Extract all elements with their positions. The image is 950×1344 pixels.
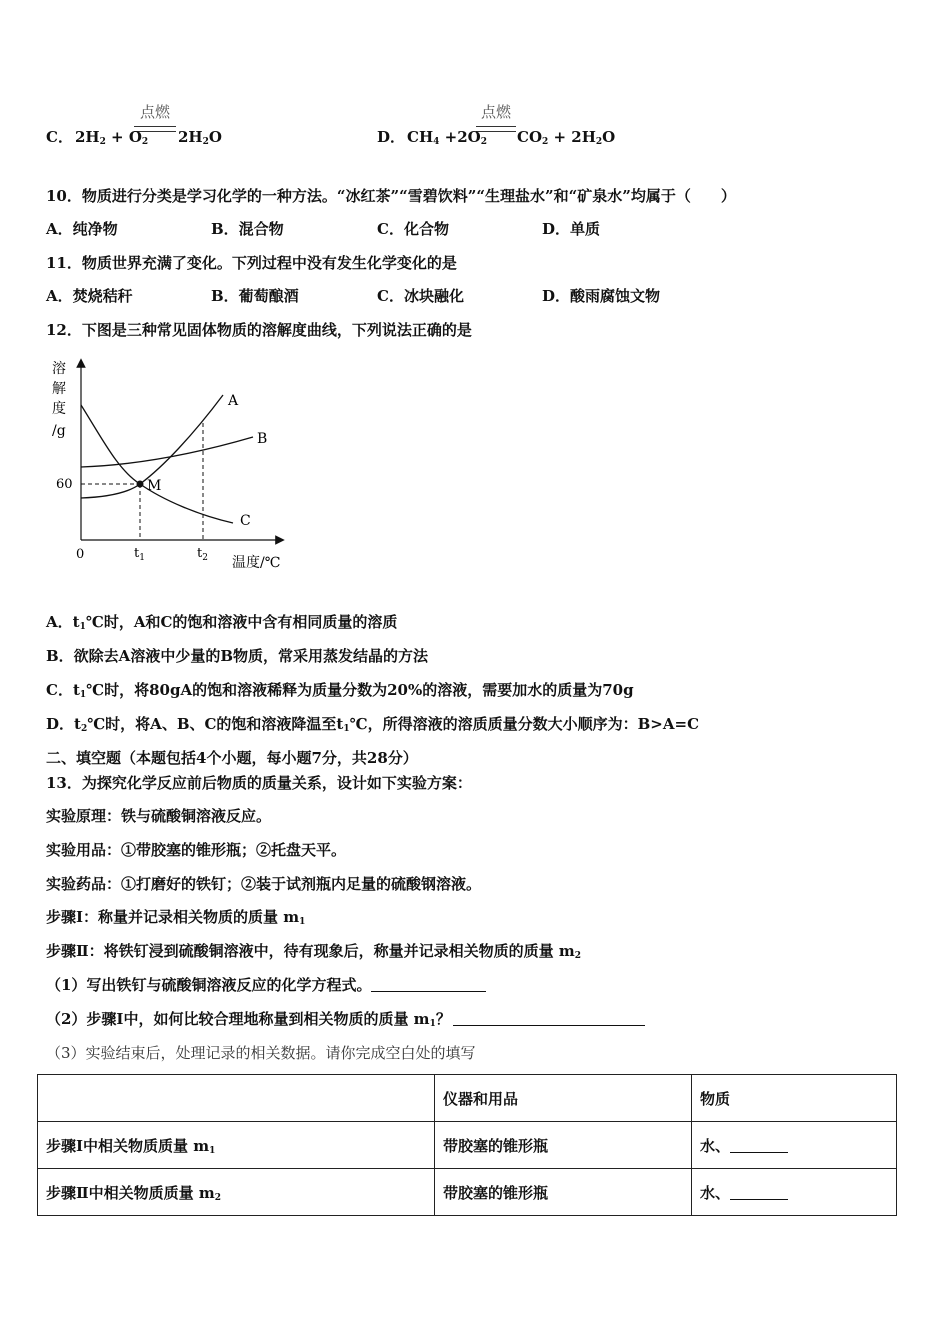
x-tick-t1: $t_1$ (134, 546, 145, 563)
y-label-char-4: /g (52, 423, 66, 439)
table-header-cell: 仪器和用品 (435, 1075, 692, 1122)
q11-option-d: D．酸雨腐蚀文物 (542, 287, 661, 305)
data-table (37, 1074, 897, 1216)
q11-option-a: A．焚烧秸秆 (46, 287, 133, 305)
x-origin: 0 (76, 547, 85, 562)
curve-b (81, 437, 253, 467)
y-label-char-3: 度 (52, 401, 66, 417)
solubility-curve-graph (48, 355, 298, 575)
x-tick-t2: $t_2$ (197, 546, 208, 563)
y-label-char-1: 溶 (52, 361, 66, 377)
q12-option-d: D．$t_2℃$时，将A、B、C的饱和溶液降温至$t_1℃$，所得溶液的溶质质量分数大小顺序为：B>A=C (46, 715, 700, 734)
q10-option-c: C．化合物 (377, 220, 449, 238)
table-cell-substance: 水、 (692, 1169, 897, 1216)
q9-option-c-product: $2H_2O$ (178, 128, 222, 147)
q9-option-d-product: $CO_2 + 2H_2O$ (517, 128, 616, 147)
q10-option-d: D．单质 (542, 220, 601, 238)
table-cell-substance: 水、 (692, 1122, 897, 1169)
q13-principle: 实验原理：铁与硫酸铜溶液反应。 (46, 807, 272, 825)
q9-option-d: D． $CH_4 +2O_2$ (377, 128, 487, 147)
y-label-char-2: 解 (52, 381, 66, 397)
q11-stem: 11．物质世界充满了变化。下列过程中没有发生化学变化的是 (46, 254, 457, 272)
answer-blank-equation[interactable] (371, 977, 486, 992)
q9-option-c: C． $2H_2 + O_2$ (46, 128, 149, 147)
answer-blank-substance-2[interactable] (730, 1185, 788, 1200)
table-cell-step: 步骤Ⅰ中相关物质质量 $m_1$ (38, 1122, 435, 1169)
label-b: B (257, 431, 268, 447)
table-cell-step: 步骤Ⅱ中相关物质质量 $m_2$ (38, 1169, 435, 1216)
q13-sub3: （3）实验结束后，处理记录的相关数据。请你完成空白处的填写 (46, 1044, 476, 1062)
section-2-title: 二、填空题（本题包括4个小题，每小题7分，共28分） (46, 749, 418, 767)
q11-option-b: B．葡萄酿酒 (211, 287, 299, 305)
table-header-cell (38, 1075, 435, 1122)
intersection-point-m (137, 481, 144, 488)
table-header-cell: 物质 (692, 1075, 897, 1122)
y-tick-60: 60 (56, 477, 73, 492)
x-axis-label: 温度/℃ (232, 555, 281, 571)
ignite-condition-d: 点燃 (480, 103, 511, 121)
answer-blank-weighing[interactable] (453, 1011, 645, 1026)
q13-stem: 13．为探究化学反应前后物质的质量关系，设计如下实验方案： (46, 774, 472, 792)
label-a: A (228, 393, 239, 409)
table-cell-equipment: 带胶塞的锥形瓶 (435, 1169, 692, 1216)
q10-option-b: B．混合物 (211, 220, 284, 238)
table-header-row (38, 1075, 897, 1122)
label-c: C (240, 513, 251, 529)
curve-c (81, 405, 233, 523)
table-row (38, 1169, 897, 1216)
q13-step1: 步骤Ⅰ：称量并记录相关物质的质量 $m_1$ (46, 908, 306, 927)
table-row (38, 1122, 897, 1169)
q12-option-a: A．$t_1℃$时，A和C的饱和溶液中含有相同质量的溶质 (46, 613, 398, 632)
q12-option-c: C．$t_1℃$时，将80gA的饱和溶液稀释为质量分数为20%的溶液，需要加水的质量为70g (46, 681, 634, 700)
table-cell-equipment: 带胶塞的锥形瓶 (435, 1122, 692, 1169)
q12-stem: 12．下图是三种常见固体物质的溶解度曲线，下列说法正确的是 (46, 321, 472, 339)
q13-step2: 步骤Ⅱ：将铁钉浸到硫酸铜溶液中，待有现象后，称量并记录相关物质的质量 $m_2$ (46, 942, 582, 961)
label-m: M (147, 478, 162, 494)
q10-stem: 10．物质进行分类是学习化学的一种方法。“冰红茶”“雪碧饮料”“生理盐水”和“矿泉水”均属于（ ） (46, 187, 736, 205)
q13-sub2: （2）步骤Ⅰ中，如何比较合理地称量到相关物质的质量 $m_1$？ (46, 1009, 645, 1034)
ignite-condition-c: 点燃 (139, 103, 170, 121)
q12-option-b: B．欲除去A溶液中少量的B物质，常采用蒸发结晶的方法 (46, 647, 428, 665)
q13-equipment: 实验用品：①带胶塞的锥形瓶；②托盘天平。 (46, 841, 347, 859)
q11-option-c: C．冰块融化 (377, 287, 464, 305)
answer-blank-substance-1[interactable] (730, 1138, 788, 1153)
q10-option-a: A．纯净物 (46, 220, 118, 238)
q13-sub1: （1）写出铁钉与硫酸铜溶液反应的化学方程式。 (46, 975, 486, 995)
q13-reagents: 实验药品：①打磨好的铁钉；②装于试剂瓶内足量的硫酸钢溶液。 (46, 875, 482, 893)
